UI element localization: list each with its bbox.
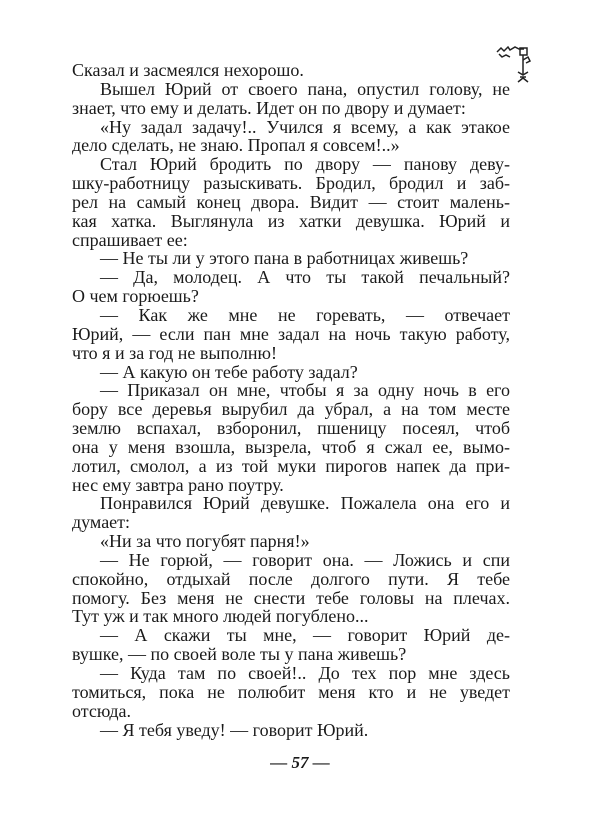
- text-line: лотил, смолол, а из той муки пирогов напек да при-: [72, 455, 510, 476]
- text-line: рел на самый конец двора. Видит — стоит малень-: [72, 191, 510, 212]
- text-line: что я и за год не выполню!: [72, 342, 277, 363]
- page-body-text: [72, 61, 510, 739]
- text-line: «Ни за что погубят парня!»: [100, 531, 310, 552]
- text-line: Вышел Юрий от своего пана, опустил голову, не: [100, 78, 510, 99]
- text-line: землю вспахал, взборонил, пшеницу посеял, чтоб: [72, 418, 510, 439]
- text-line: — Не ты ли у этого пана в работницах живешь?: [100, 248, 469, 269]
- text-line: бору все деревья вырубил да убрал, а на том месте: [72, 399, 510, 420]
- text-line: — Приказал он мне, чтобы я за одну ночь в его: [100, 380, 510, 401]
- text-line: вушке, — по своей воле ты у пана живешь?: [72, 644, 407, 665]
- text-line: спокойно, отдыхай после долгого пути. Я тебе: [72, 568, 510, 589]
- text-line: знает, что ему и делать. Идет он по двору и думает:: [72, 97, 466, 118]
- text-line: спрашивает ее:: [72, 229, 188, 250]
- text-line: кая хатка. Выглянула из хатки девушка. Юрий и: [72, 210, 510, 231]
- text-line: Стал Юрий бродить по двору — панову деву-: [100, 154, 510, 175]
- text-line: — Не горюй, — говорит она. — Ложись и спи: [100, 549, 510, 570]
- text-line: Тут уж и так много людей погублено...: [72, 606, 369, 627]
- text-line: — Я тебя уведу! — говорит Юрий.: [100, 719, 369, 740]
- text-line: помогу. Без меня не снести тебе головы на плечах.: [72, 587, 510, 608]
- text-line: нес ему завтра рано поутру.: [72, 474, 284, 495]
- text-line: Понравился Юрий девушке. Пожалела она его и: [100, 493, 510, 514]
- text-line: отсюда.: [72, 700, 132, 721]
- text-line: «Ну задал задачу!.. Учился я всему, а как этакое: [100, 116, 510, 137]
- text-line: — А скажи ты мне, — говорит Юрий де-: [100, 625, 510, 646]
- text-line: томиться, пока не полюбит меня кто и не уведет: [72, 681, 510, 702]
- text-line: — Как же мне не горевать, — отвечает: [100, 304, 510, 325]
- text-line: — А какую он тебе работу задал?: [100, 361, 358, 382]
- text-line: она у меня взошла, вызрела, чтоб я сжал ее, вымо-: [72, 436, 510, 457]
- text-line: шку-работницу разыскивать. Бродил, бродил и заб-: [72, 173, 510, 194]
- text-line: О чем горюешь?: [72, 286, 199, 307]
- text-line: думает:: [72, 512, 131, 533]
- page-number: — 57 —: [270, 753, 330, 772]
- text-line: — Куда там по своей!.. До тех пор мне здесь: [100, 663, 510, 683]
- text-line: Юрий, — если пан мне задал на ночь такую работу,: [72, 323, 510, 344]
- text-line: — Да, молодец. А что ты такой печальный?: [100, 267, 510, 288]
- text-line: Сказал и засмеялся нехорошо.: [72, 60, 304, 80]
- text-line: дело сделать, не знаю. Пропал я совсем!..»: [72, 135, 400, 156]
